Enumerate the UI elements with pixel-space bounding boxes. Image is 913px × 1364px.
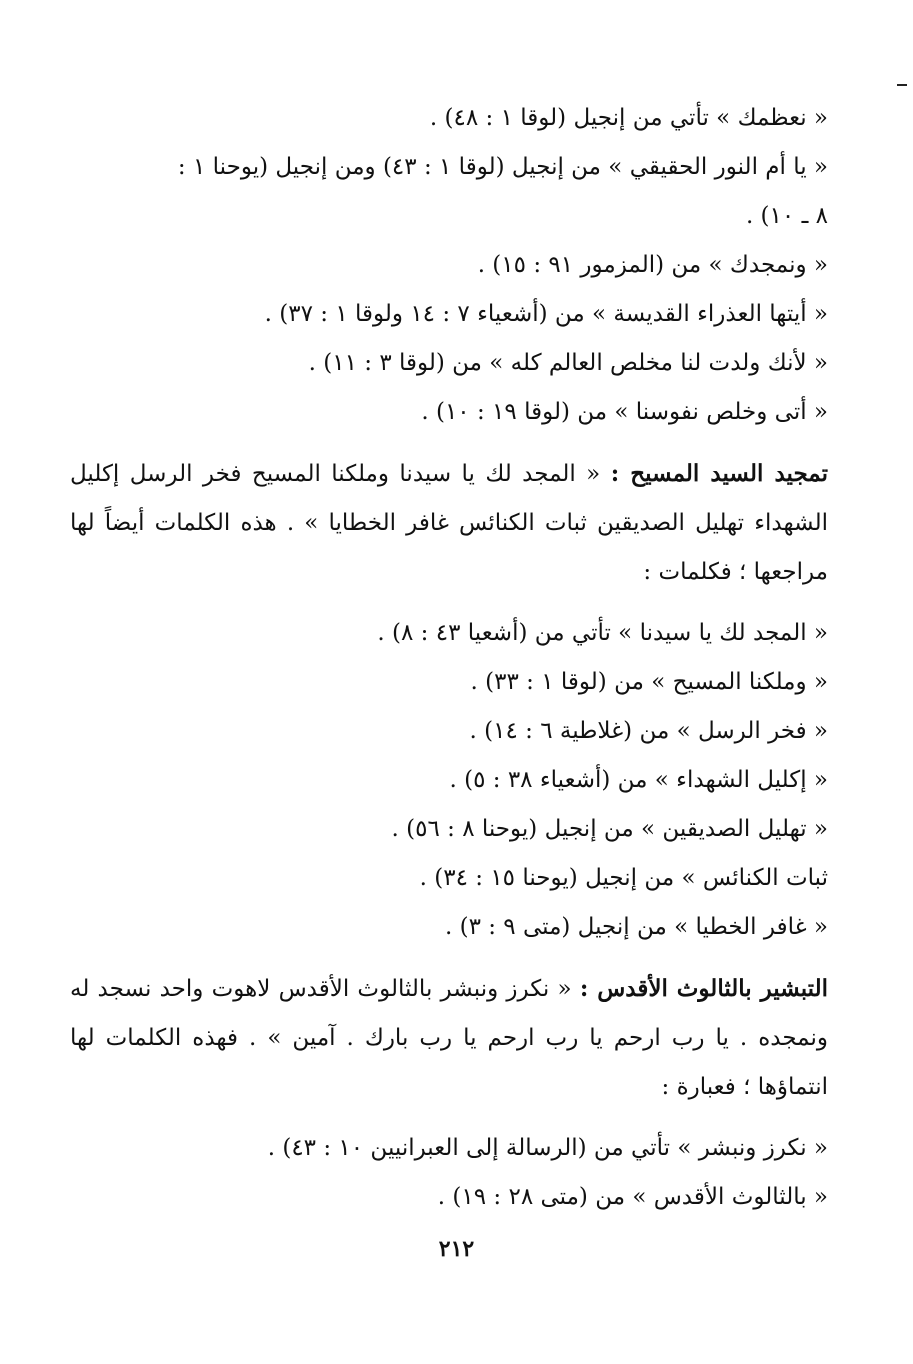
text-line: « نكرز ونبشر » تأتي من (الرسالة إلى العبرانيين ١٠ : ٤٣) . [267, 1135, 828, 1161]
section-text: « نكرز ونبشر بالثالوث الأقدس لاهوت واحد نسجد له ونمجده . يا رب ارحم يا رب ارحم يا رب بارك . آمين » . فهذه الكلمات لها انتماؤها ؛ فعبارة : [70, 976, 828, 1100]
section-heading: التبشير بالثالوث الأقدس : [579, 975, 829, 1002]
text-line: « وملكنا المسيح » من (لوقا ١ : ٣٣) . [470, 669, 828, 695]
text-line: « تهليل الصديقين » من إنجيل (يوحنا ٨ : ٥٦) . [391, 816, 828, 842]
text-line: « أيتها العذراء القديسة » من (أشعياء ٧ : ١٤ ولوقا ١ : ٣٧) . [264, 301, 828, 327]
text-line: « يا أم النور الحقيقي » من إنجيل (لوقا ١ : ٤٣) ومن إنجيل (يوحنا ١ : [177, 154, 828, 180]
text-line: « ونمجدك » من (المزمور ٩١ : ١٥) . [477, 252, 828, 278]
page-number: ٢١٢ [438, 1236, 475, 1262]
text-line: « بالثالوث الأقدس » من (متى ٢٨ : ١٩) . [437, 1184, 828, 1210]
section-paragraph [70, 964, 828, 1112]
section-paragraph [70, 449, 828, 597]
text-line: « نعظمك » تأتي من إنجيل (لوقا ١ : ٤٨) . [429, 105, 828, 131]
text-line: « إكليل الشهداء » من (أشعياء ٣٨ : ٥) . [449, 767, 828, 793]
text-line: « غافر الخطيا » من إنجيل (متى ٩ : ٣) . [444, 914, 828, 940]
text-line: ثبات الكنائس » من إنجيل (يوحنا ١٥ : ٣٤) . [419, 865, 828, 891]
text-line: « فخر الرسل » من (غلاطية ٦ : ١٤) . [469, 718, 828, 744]
section-text: « المجد لك يا سيدنا وملكنا المسيح فخر الرسل إكليل الشهداء تهليل الصديقين ثبات الكنائس غافر الخطايا » . هذه الكلمات أيضاً لها مراجعها ؛ فكلمات : [70, 461, 828, 585]
text-line: « المجد لك يا سيدنا » تأتي من (أشعيا ٤٣ : ٨) . [377, 620, 828, 646]
section-heading: تمجيد السيد المسيح : [610, 460, 829, 487]
text-line: « أتى وخلص نفوسنا » من (لوقا ١٩ : ١٠) . [421, 399, 828, 425]
page-text [70, 94, 828, 1222]
margin-mark [897, 84, 907, 86]
text-line: ٨ ـ ١٠) . [745, 203, 828, 229]
text-line: « لأنك ولدت لنا مخلص العالم كله » من (لوقا ٣ : ١١) . [308, 350, 828, 376]
